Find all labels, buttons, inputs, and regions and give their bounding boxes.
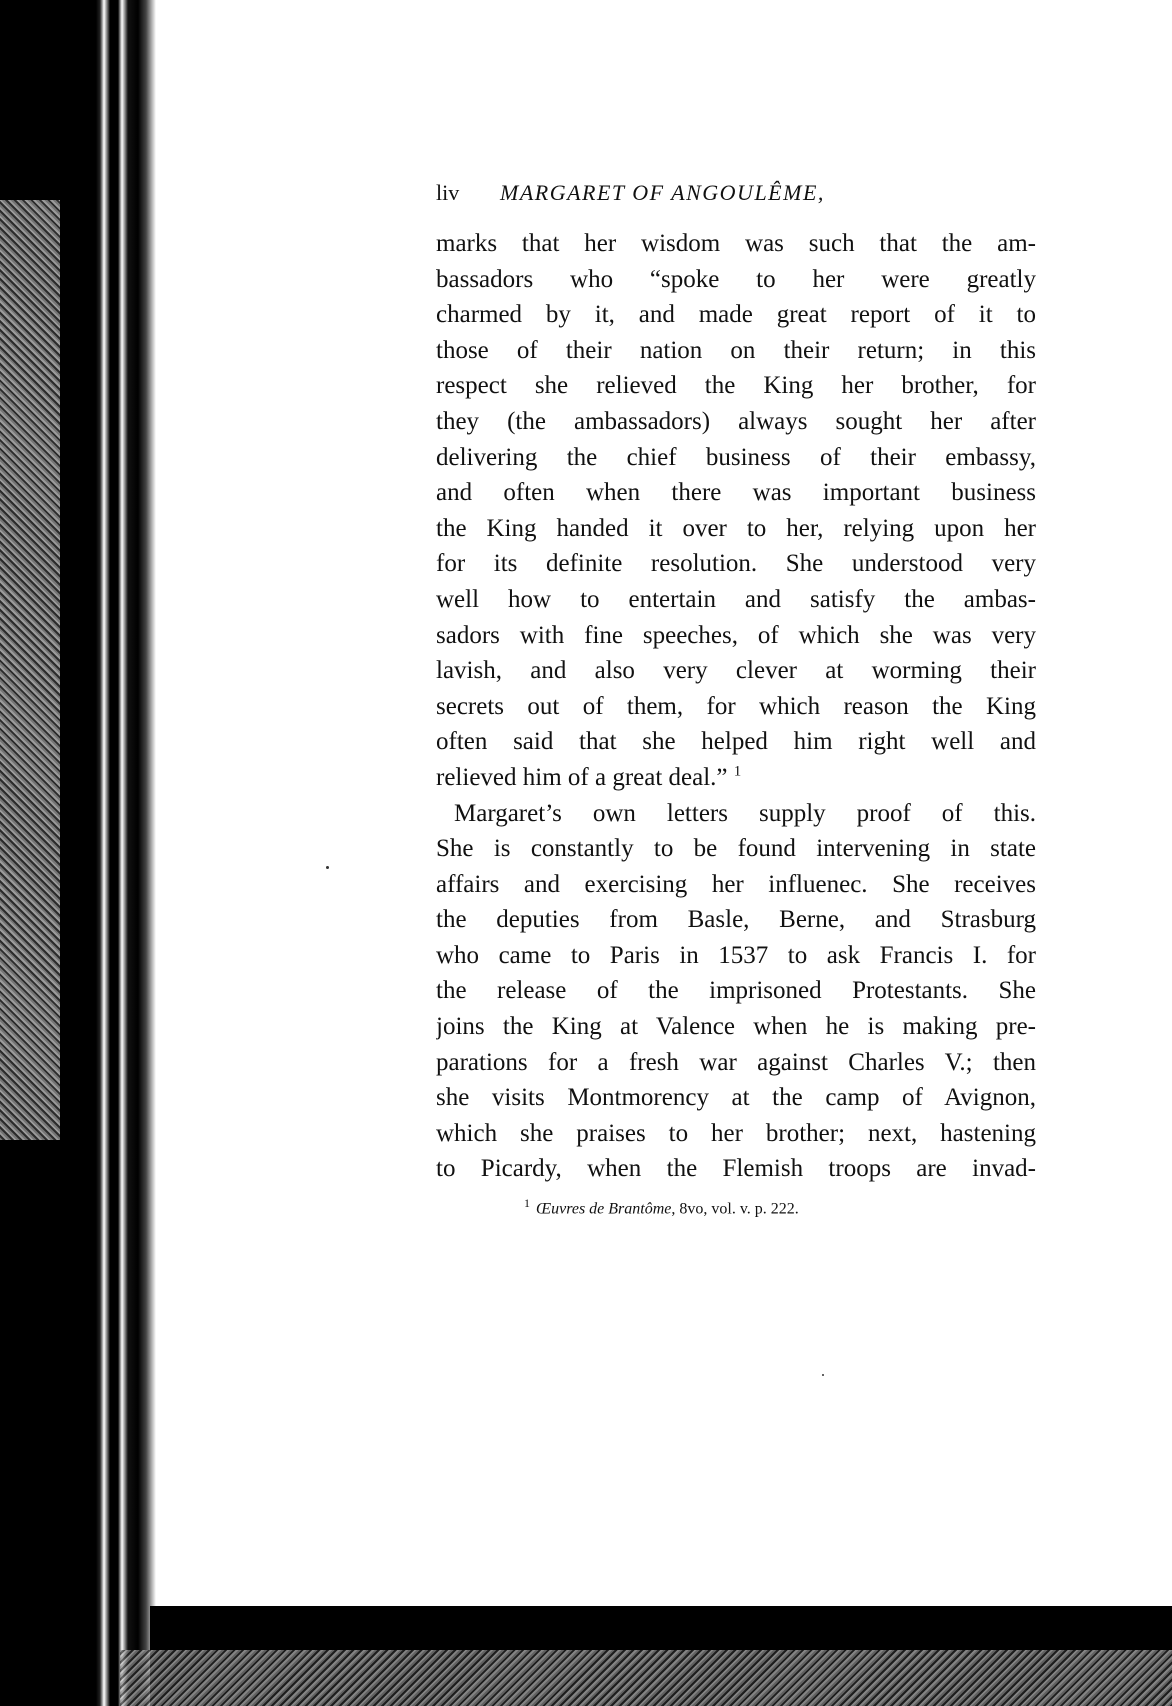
text-line: lavish, and also very clever at worming their xyxy=(436,657,1036,685)
text-line: the release of the imprisoned Protestants. She xyxy=(436,977,1036,1005)
text-line: joins the King at Valence when he is making pre- xyxy=(436,1013,1036,1041)
text-line: which she praises to her brother; next, hastening xyxy=(436,1119,1036,1147)
text-line: parations for a fresh war against Charles V.; then xyxy=(436,1048,1036,1076)
text-line: she visits Montmorency at the camp of Avignon, xyxy=(436,1084,1036,1112)
page-text-block xyxy=(436,180,1036,1218)
footnote-reference: 1 xyxy=(733,763,742,780)
text-line: they (the ambassadors) always sought her after xyxy=(436,407,1036,435)
running-title: MARGARET OF ANGOULÊME, xyxy=(500,180,825,205)
text-line: charmed by it, and made great report of it to xyxy=(436,301,1036,329)
text-line: bassadors who “spoke to her were greatly xyxy=(436,265,1036,293)
text-line: who came to Paris in 1537 to ask Francis I. for xyxy=(436,941,1036,969)
footnote xyxy=(436,1191,1036,1218)
text-line: to Picardy, when the Flemish troops are invad- xyxy=(436,1155,1036,1183)
footnote-title: Œuvres de Brantôme xyxy=(536,1200,672,1218)
text-line: well how to entertain and satisfy the ambas- xyxy=(436,585,1036,613)
paragraph-1 xyxy=(436,226,1036,796)
text-line: affairs and exercising her influenec. She receives xyxy=(436,870,1036,898)
bottom-scan-noise xyxy=(120,1650,1172,1706)
paragraph-2 xyxy=(436,796,1036,1188)
footnote-details: , 8vo, vol. v. p. 222. xyxy=(671,1200,799,1218)
text-line: respect she relieved the King her brother, for xyxy=(436,372,1036,400)
text-line: Margaret’s own letters supply proof of this. xyxy=(454,799,1036,827)
text-line: the deputies from Basle, Berne, and Strasburg xyxy=(436,906,1036,934)
text-line: the King handed it over to her, relying upon her xyxy=(436,514,1036,542)
text-line: delivering the chief business of their embassy, xyxy=(436,443,1036,471)
text-line: sadors with fine speeches, of which she was very xyxy=(436,621,1036,649)
text-line-final xyxy=(436,760,1036,796)
scan-speck xyxy=(822,1374,824,1376)
text-line: often said that she helped him right well and xyxy=(436,728,1036,756)
page-number: liv xyxy=(436,180,460,205)
footnote-marker: 1 xyxy=(524,1196,530,1211)
text-line: marks that her wisdom was such that the am- xyxy=(436,230,1036,257)
scan-speck xyxy=(326,866,329,869)
text-line: for its definite resolution. She understood very xyxy=(436,550,1036,578)
text-line: She is constantly to be found intervening in state xyxy=(436,835,1036,863)
gutter-scan-noise xyxy=(0,200,60,1140)
text-line: and often when there was important business xyxy=(436,479,1036,507)
text-line-content: relieved him of a great deal.” xyxy=(436,763,728,791)
text-line: secrets out of them, for which reason the King xyxy=(436,692,1036,720)
text-line: those of their nation on their return; in this xyxy=(436,336,1036,364)
running-head xyxy=(436,180,1036,216)
